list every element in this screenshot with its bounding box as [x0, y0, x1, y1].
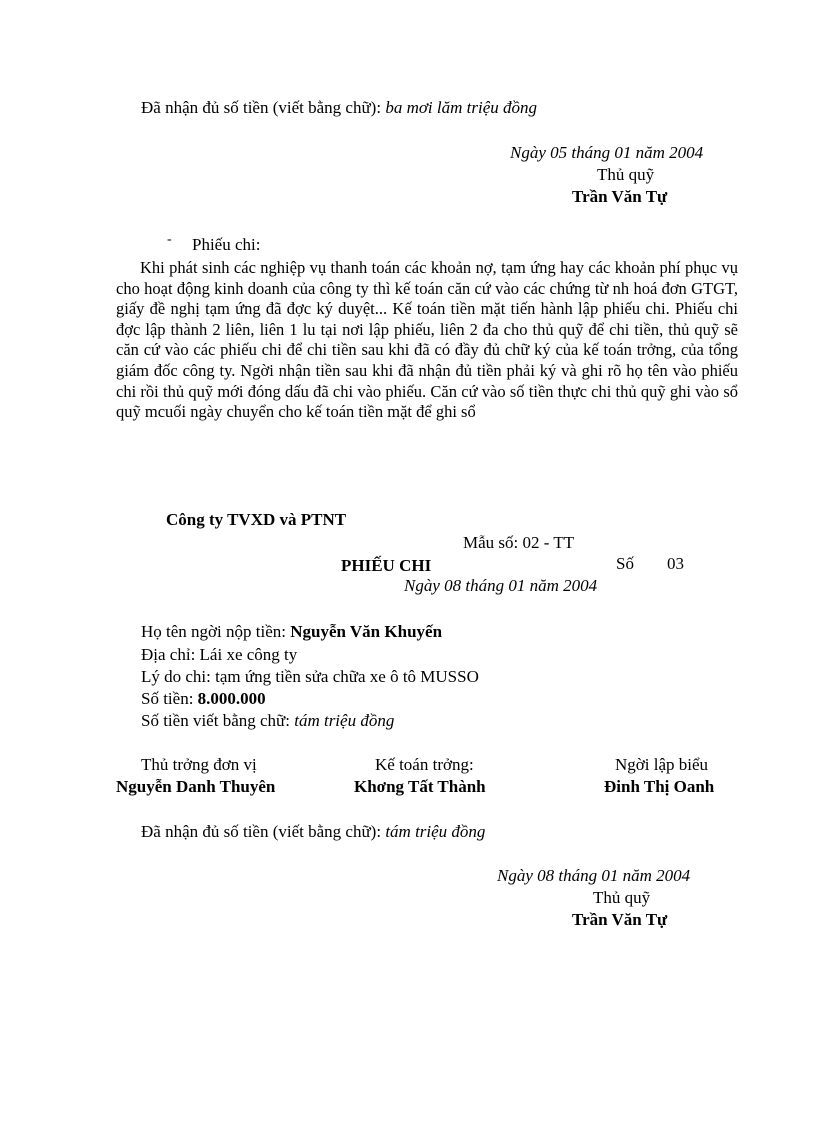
section-bullet: -	[167, 232, 172, 247]
amount-words-label: Số tiền viết bằng chữ:	[141, 711, 290, 730]
voucher-form-no: Mẫu số: 02 - TT	[463, 533, 575, 552]
sig-prep-name: Đinh Thị Oanh	[604, 777, 715, 796]
reason-label: Lý do chi:	[141, 667, 211, 686]
amount-value: 8.000.000	[197, 689, 266, 708]
voucher-received-label: Đã nhận đủ số tiền (viết bằng chữ):	[141, 822, 382, 841]
top-cashier-name: Trần Văn Tự	[572, 187, 668, 206]
section-paragraph: Khi phát sinh các nghiệp vụ thanh toán các khoản nợ, tạm ứng hay các khoản phí phục vụ cho hoạt động kinh doanh của công ty thì kế toán căn cứ vào các chứng từ nh hoá đơn GTGT, giấy đề nghị tạm ứng đã đợc ký duyệt... Kế toán tiền mặt tiến hành lập phiếu chi. Phiếu chi đợc lập thành 2 liên, liên 1 lu tại nơi lập phiếu, liên 2 đa cho thủ quỹ để chi tiền, thủ quỹ sẽ căn cứ vào các phiếu chi để chi tiền sau khi đã có đầy đủ chữ ký của kế toán trởng, của tổng giám đốc công ty. Ngời nhận tiền sau khi đã nhận đủ tiền phải ký và ghi rõ họ tên vào phiếu chi rồi thủ quỹ mới đóng dấu đã chi vào phiếu. Căn cứ vào số tiền thực chi thủ quỹ ghi vào sổ quỹ mcuối ngày chuyển cho kế toán tiền mặt để ghi sổ	[116, 258, 738, 422]
top-received-label: Đã nhận đủ số tiền (viết bằng chữ):	[141, 98, 382, 117]
top-date: Ngày 05 tháng 01 năm 2004	[510, 143, 704, 162]
top-cashier-title: Thủ quỹ	[597, 165, 655, 184]
amount-line	[141, 689, 266, 709]
reason-value: tạm ứng tiền sửa chữa xe ô tô MUSSO	[215, 667, 479, 686]
amount-words-value: tám triệu đồng	[294, 711, 395, 730]
payee-line	[141, 622, 442, 642]
voucher-cashier-title: Thủ quỹ	[593, 888, 651, 907]
address-label: Địa chỉ:	[141, 645, 196, 664]
amount-label: Số tiền:	[141, 689, 194, 708]
sig-prep-title: Ngời lập biểu	[615, 755, 709, 774]
sig-head-name: Nguyễn Danh Thuyên	[116, 777, 276, 796]
top-received-value: ba mơi lăm triệu đồng	[385, 98, 538, 117]
sig-acct-title: Kế toán trởng:	[375, 755, 474, 774]
sig-acct-name: Khơng Tất Thành	[354, 777, 486, 796]
voucher-number-label: Số	[616, 554, 634, 573]
payee-label: Họ tên ngời nộp tiền:	[141, 622, 286, 641]
amount-words-line	[141, 711, 394, 731]
payee-name: Nguyễn Văn Khuyến	[290, 622, 443, 641]
address-value: Lái xe công ty	[199, 645, 298, 664]
address-line	[141, 645, 297, 665]
voucher-received-line	[141, 822, 485, 842]
voucher-date: Ngày 08 tháng 01 năm 2004	[404, 576, 598, 595]
voucher-title: PHIẾU CHI	[341, 556, 432, 575]
top-received-line	[141, 98, 537, 118]
voucher-cashier-name: Trần Văn Tự	[572, 910, 668, 929]
voucher-cashier-date: Ngày 08 tháng 01 năm 2004	[497, 866, 691, 885]
voucher-received-value: tám triệu đồng	[385, 822, 486, 841]
section-heading: Phiếu chi:	[192, 235, 261, 254]
reason-line	[141, 667, 479, 687]
voucher-company: Công ty TVXD và PTNT	[166, 510, 347, 529]
voucher-number-value: 03	[667, 554, 684, 573]
sig-head-title: Thủ trởng đơn vị	[141, 755, 257, 774]
